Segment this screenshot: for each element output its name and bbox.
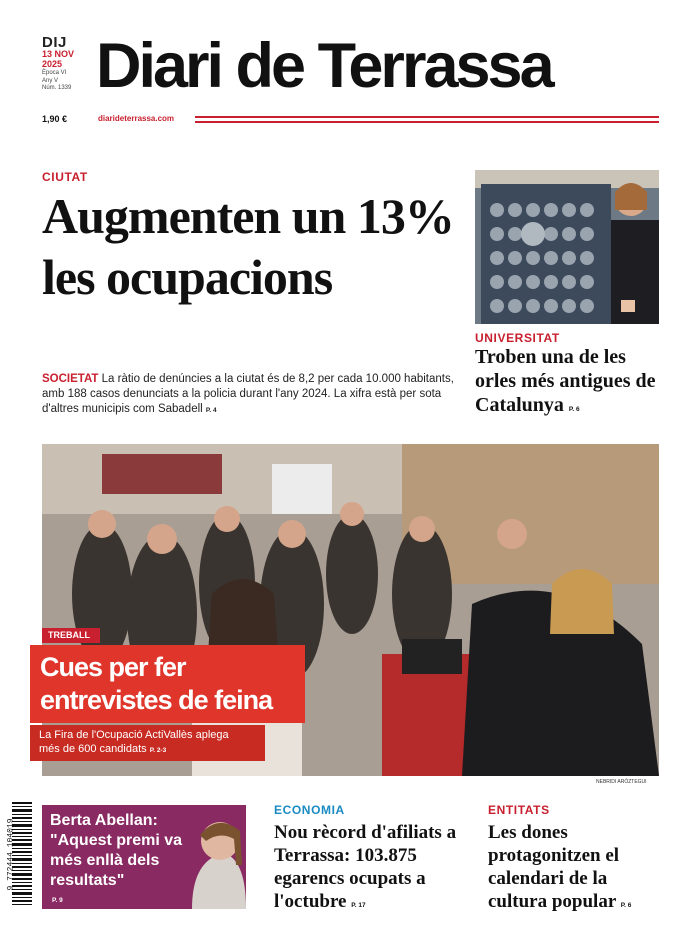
societat-summary[interactable] [42, 372, 462, 418]
treball-headline-box[interactable] [30, 645, 305, 723]
universitat-headline[interactable]: Troben una de les orles més antigues de Catalunya P. 6 [475, 346, 656, 416]
masthead-rule-2 [195, 121, 659, 123]
photo-credit: NEBRIDI ARÓZTEGUI [596, 779, 647, 785]
page-ref: P. 9 [52, 897, 63, 904]
masthead-rule [195, 116, 659, 118]
section-treball: TREBALL [42, 628, 100, 643]
edition-date: 13 NOV 2025 [42, 49, 75, 69]
section-entitats: ENTITATS [488, 803, 550, 817]
treball-headline: Cues per fer entrevistes de feina [40, 652, 273, 715]
barcode [0, 800, 36, 910]
promo-box[interactable] [42, 805, 246, 909]
page-ref: P. 6 [620, 902, 632, 909]
page-ref: P. 17 [351, 902, 366, 909]
page-ref: P. 2-3 [149, 747, 167, 754]
economia-headline[interactable]: Nou rècord d'afiliats a Terrassa: 103.875 egarencs ocupats a l'octubre P. 17 [274, 822, 457, 912]
treball-sub-box[interactable] [30, 725, 265, 761]
edition-day: DIJ [42, 34, 67, 51]
societat-text: La ràtio de denúncies a la ciutat és de 8,2 per cada 10.000 habitants, amb 188 casos denunciats a la policia durant l'any 2024. La xifra està per sota d'altres municipis com Sabadell [42, 373, 454, 415]
website-url[interactable]: diarideterrassa.com [98, 114, 175, 123]
price: 1,90 € [42, 114, 68, 124]
entitats-headline[interactable]: Les dones protagonitzen el calendari de la cultura popular P. 6 [488, 822, 632, 912]
promo-quote: Berta Abellan: "Aquest premi va més enllà dels resultats" [50, 812, 183, 889]
orla-photo-illustration [475, 170, 659, 324]
barcode-digits: 9 772444 104019 [6, 818, 16, 891]
edition-info: Època VI Any V Núm. 1339 [42, 70, 72, 91]
page-ref: P. 6 [568, 406, 580, 413]
societat-kicker: SOCIETAT [42, 373, 99, 385]
page-ref: P. 4 [205, 407, 217, 414]
section-economia: ECONOMIA [274, 803, 345, 817]
universitat-photo[interactable] [475, 170, 659, 324]
section-ciutat: CIUTAT [42, 170, 88, 184]
main-headline[interactable]: Augmenten un 13% les ocupacions [42, 188, 454, 305]
treball-subtitle: La Fira de l'Ocupació ActiVallès aplega més de 600 candidats P. 2-3 [39, 729, 229, 755]
section-universitat: UNIVERSITAT [475, 331, 560, 345]
newspaper-logo[interactable]: Diari de Terrassa [96, 31, 552, 101]
barcode-bars [0, 800, 36, 910]
